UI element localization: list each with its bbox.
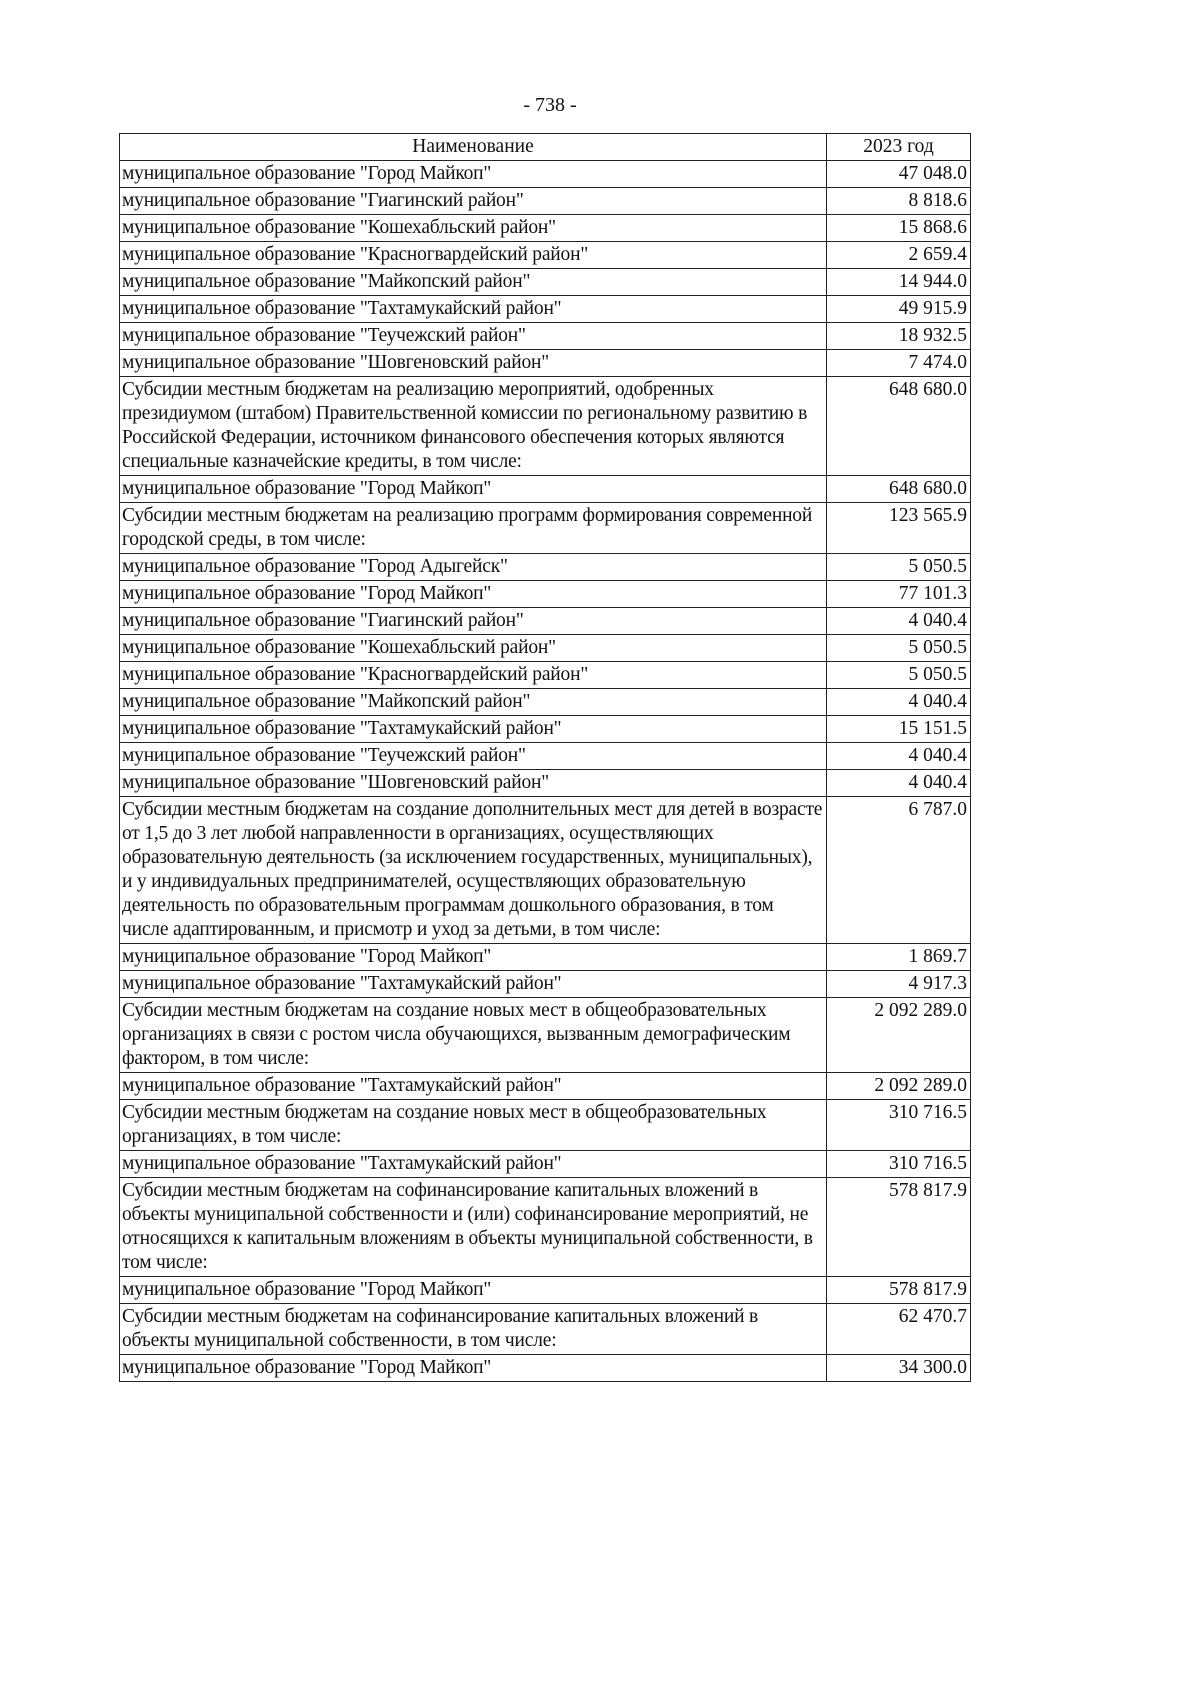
row-value: 47 048.0 [827, 161, 971, 188]
row-value: 578 817.9 [827, 1277, 971, 1304]
row-name: муниципальное образование "Шовгеновский район" [120, 350, 827, 377]
table-row [120, 716, 971, 743]
table-row [120, 581, 971, 608]
row-name: Субсидии местным бюджетам на создание дополнительных мест для детей в возрасте от 1,5 до 3 лет любой направленности в организациях, осуществляющих образовательную деятельность (за исключением государственных, муниципальных), и у индивидуальных предпринимателей, осуществляющих образовательную деятельность по образовательным программам дошкольного образования, в том числе адаптированным, и присмотр и уход за детьми, в том числе: [120, 797, 827, 944]
row-value: 1 869.7 [827, 944, 971, 971]
row-value: 2 659.4 [827, 242, 971, 269]
table-row [120, 215, 971, 242]
row-value: 4 917.3 [827, 971, 971, 998]
row-value: 4 040.4 [827, 689, 971, 716]
page-number: - 738 - [523, 94, 577, 116]
table-row [120, 797, 971, 944]
row-name: Субсидии местным бюджетам на создание новых мест в общеобразовательных организациях в связи с ростом числа обучающихся, вызванным демографическим фактором, в том числе: [120, 998, 827, 1073]
table-row [120, 377, 971, 476]
row-name: Субсидии местным бюджетам на софинансирование капитальных вложений в объекты муниципальной собственности, в том числе: [120, 1304, 827, 1355]
row-name: муниципальное образование "Майкопский район" [120, 269, 827, 296]
row-value: 49 915.9 [827, 296, 971, 323]
header-name: Наименование [120, 134, 827, 161]
table-row [120, 743, 971, 770]
row-name: муниципальное образование "Кошехабльский район" [120, 215, 827, 242]
row-name: муниципальное образование "Город Майкоп" [120, 944, 827, 971]
row-value: 2 092 289.0 [827, 1073, 971, 1100]
table-row [120, 998, 971, 1073]
row-name: муниципальное образование "Шовгеновский район" [120, 770, 827, 797]
table-row [120, 944, 971, 971]
row-name: муниципальное образование "Город Майкоп" [120, 476, 827, 503]
row-value: 7 474.0 [827, 350, 971, 377]
row-name: муниципальное образование "Тахтамукайский район" [120, 971, 827, 998]
table-row [120, 296, 971, 323]
row-value: 62 470.7 [827, 1304, 971, 1355]
row-value: 15 868.6 [827, 215, 971, 242]
table-row [120, 350, 971, 377]
table-row [120, 1277, 971, 1304]
row-value: 18 932.5 [827, 323, 971, 350]
row-value: 34 300.0 [827, 1355, 971, 1382]
table-row [120, 662, 971, 689]
table-row [120, 608, 971, 635]
row-value: 310 716.5 [827, 1100, 971, 1151]
row-value: 6 787.0 [827, 797, 971, 944]
row-name: муниципальное образование "Город Майкоп" [120, 1277, 827, 1304]
row-name: Субсидии местным бюджетам на реализацию мероприятий, одобренных президиумом (штабом) Правительственной комиссии по региональному развитию в Российской Федерации, источником финансового обеспечения которых являются специальные казначейские кредиты, в том числе: [120, 377, 827, 476]
row-name: муниципальное образование "Тахтамукайский район" [120, 1073, 827, 1100]
row-name: муниципальное образование "Тахтамукайский район" [120, 1151, 827, 1178]
row-name: муниципальное образование "Тахтамукайский район" [120, 296, 827, 323]
row-value: 578 817.9 [827, 1178, 971, 1277]
row-value: 8 818.6 [827, 188, 971, 215]
table-header-row [120, 134, 971, 161]
row-value: 77 101.3 [827, 581, 971, 608]
table-row [120, 689, 971, 716]
row-value: 14 944.0 [827, 269, 971, 296]
row-value: 648 680.0 [827, 476, 971, 503]
table-row [120, 971, 971, 998]
row-value: 4 040.4 [827, 608, 971, 635]
row-name: муниципальное образование "Гиагинский район" [120, 188, 827, 215]
table-row [120, 635, 971, 662]
row-value: 5 050.5 [827, 635, 971, 662]
row-name: муниципальное образование "Теучежский район" [120, 323, 827, 350]
row-name: муниципальное образование "Город Майкоп" [120, 1355, 827, 1382]
table-row [120, 1100, 971, 1151]
table-row [120, 269, 971, 296]
table-row [120, 770, 971, 797]
budget-table [119, 133, 971, 1382]
table-row [120, 1355, 971, 1382]
table-row [120, 554, 971, 581]
row-value: 648 680.0 [827, 377, 971, 476]
table-row [120, 1304, 971, 1355]
row-name: муниципальное образование "Теучежский район" [120, 743, 827, 770]
table-row [120, 1178, 971, 1277]
row-name: муниципальное образование "Город Майкоп" [120, 161, 827, 188]
table-row [120, 503, 971, 554]
row-value: 4 040.4 [827, 743, 971, 770]
row-name: муниципальное образование "Красногвардейский район" [120, 662, 827, 689]
row-name: Субсидии местным бюджетам на создание новых мест в общеобразовательных организациях, в том числе: [120, 1100, 827, 1151]
row-value: 5 050.5 [827, 554, 971, 581]
table-row [120, 1151, 971, 1178]
table-row [120, 476, 971, 503]
table-row [120, 188, 971, 215]
row-name: Субсидии местным бюджетам на софинансирование капитальных вложений в объекты муниципальной собственности и (или) софинансирование мероприятий, не относящихся к капитальным вложениям в объекты муниципальной собственности, в том числе: [120, 1178, 827, 1277]
row-value: 123 565.9 [827, 503, 971, 554]
row-value: 310 716.5 [827, 1151, 971, 1178]
row-name: муниципальное образование "Майкопский район" [120, 689, 827, 716]
row-name: Субсидии местным бюджетам на реализацию программ формирования современной городской среды, в том числе: [120, 503, 827, 554]
table-row [120, 161, 971, 188]
row-value: 2 092 289.0 [827, 998, 971, 1073]
row-name: муниципальное образование "Город Майкоп" [120, 581, 827, 608]
row-value: 4 040.4 [827, 770, 971, 797]
row-value: 5 050.5 [827, 662, 971, 689]
row-name: муниципальное образование "Город Адыгейск" [120, 554, 827, 581]
header-year: 2023 год [827, 134, 971, 161]
row-name: муниципальное образование "Красногвардейский район" [120, 242, 827, 269]
row-value: 15 151.5 [827, 716, 971, 743]
table-row [120, 323, 971, 350]
row-name: муниципальное образование "Тахтамукайский район" [120, 716, 827, 743]
row-name: муниципальное образование "Гиагинский район" [120, 608, 827, 635]
row-name: муниципальное образование "Кошехабльский район" [120, 635, 827, 662]
table-row [120, 242, 971, 269]
table-row [120, 1073, 971, 1100]
